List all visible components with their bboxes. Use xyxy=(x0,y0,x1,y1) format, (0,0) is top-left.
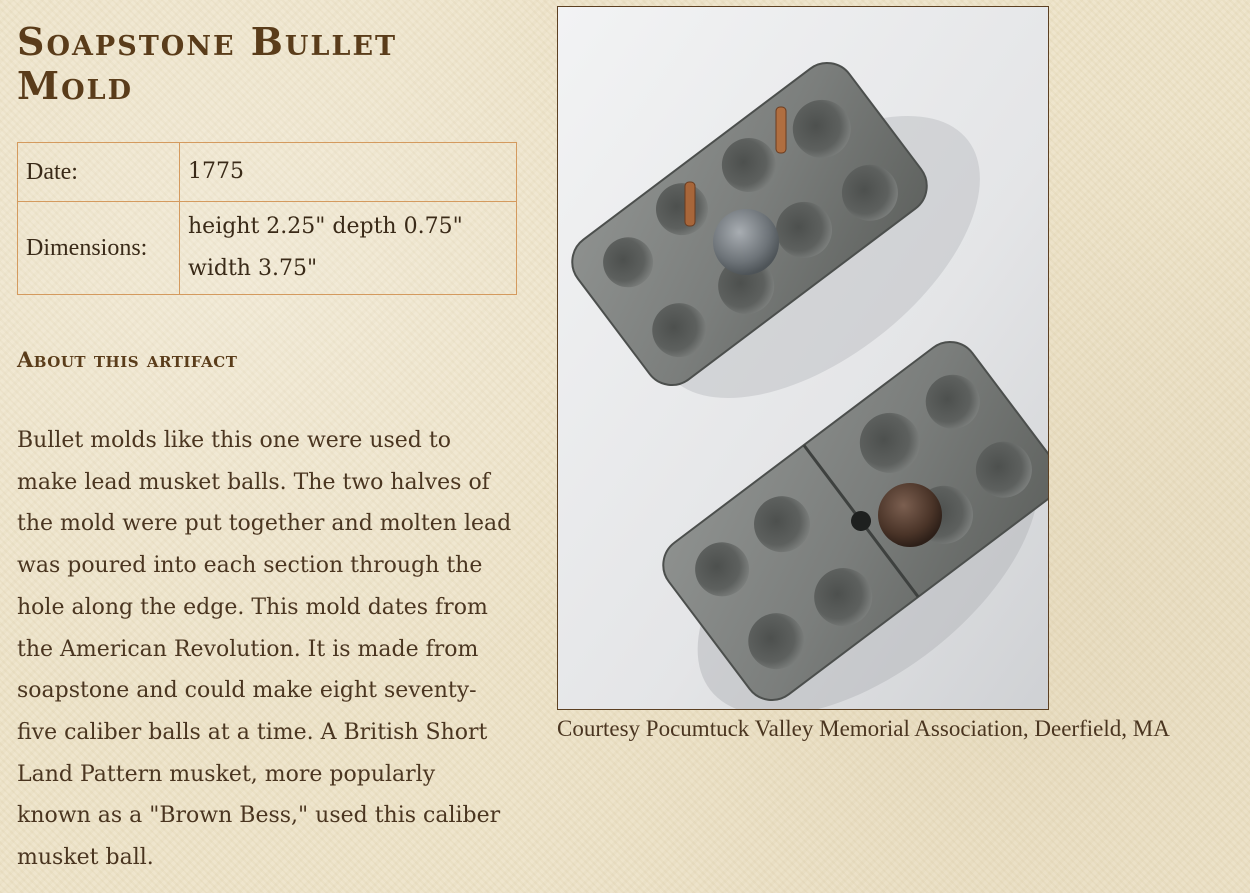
dimensions-label: Dimensions: xyxy=(18,202,180,295)
artifact-details xyxy=(17,20,517,879)
artifact-photo xyxy=(557,6,1049,710)
date-value: 1775 xyxy=(180,143,517,202)
date-label: Date: xyxy=(18,143,180,202)
table-row xyxy=(18,143,517,202)
about-heading: About this artifact xyxy=(17,347,238,372)
lead-ball xyxy=(713,209,779,275)
page-title: Soapstone Bullet Mold xyxy=(17,19,398,108)
about-text: Bullet molds like this one were used to make lead musket balls. The two halves of the mold were put together and molten lead was poured into each section through the hole along the edge. This mold dates from the American Revolution. It is made from soapstone and could make eight seventy-five caliber balls at a time. A British Short Land Pattern musket, more popularly known as a "Brown Bess," used this caliber musket ball. xyxy=(17,428,512,871)
rusty-ball xyxy=(878,483,942,547)
photo-credit: Courtesy Pocumtuck Valley Memorial Association, Deerfield, MA xyxy=(557,716,1170,741)
dimensions-value: height 2.25" depth 0.75" width 3.75" xyxy=(180,202,517,295)
artifact-info-table xyxy=(17,142,517,295)
table-row xyxy=(18,202,517,295)
bullet-mold-photo xyxy=(558,7,1048,709)
